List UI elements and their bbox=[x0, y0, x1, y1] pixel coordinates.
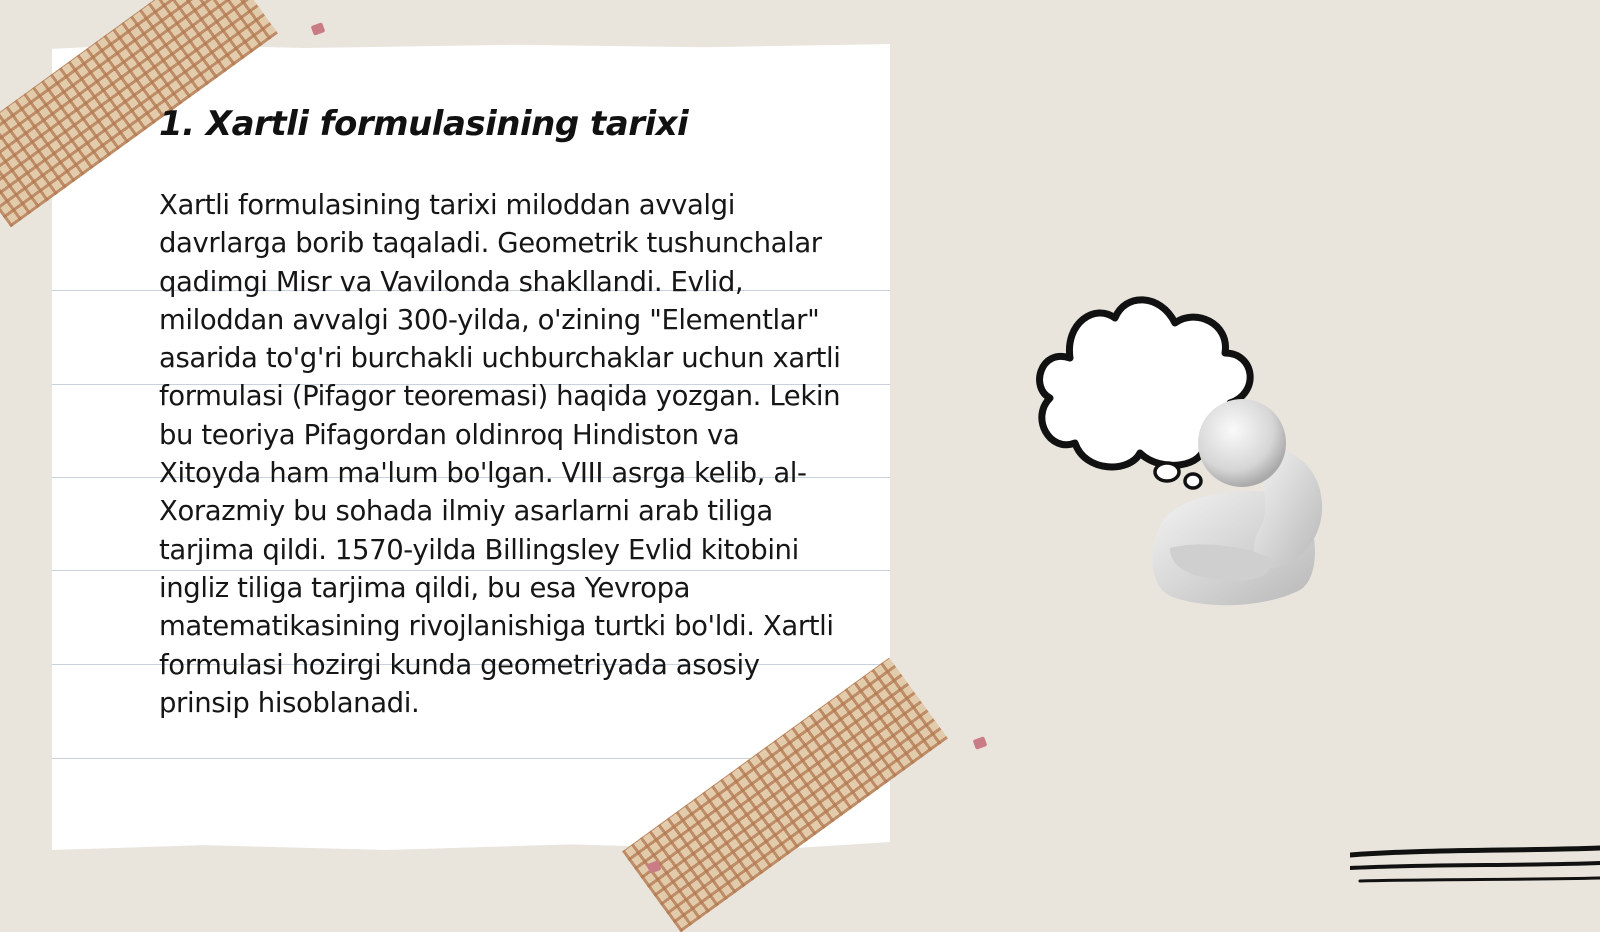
tape-tab bbox=[311, 22, 326, 36]
decorative-stripes-icon bbox=[1350, 845, 1600, 895]
slide-paragraph: Xartli formulasining tarixi miloddan avvalgi davrlarga borib taqaladi. Geometrik tushunchalar qadimgi Misr va Vavilonda shakllandi. Evlid, miloddan avvalgi 300-yilda, o'zining "Elementlar" asarida to'g'ri burchakli uchburchaklar uchun xartli formulasi (Pifagor teoremasi) haqida yozgan. Lekin bu teoriya Pifagordan oldinroq Hindiston va Xitoyda ham ma'lum bo'lgan. VIII asrga kelib, al-Xorazmiy bu sohada ilmiy asarlarni arab tiliga tarjima qildi. 1570-yilda Billingsley Evlid kitobini ingliz tiliga tarjima qildi, bu esa Yevropa matematikasining rivojlanishiga turtki bo'ldi. Xartli formulasi hozirgi kunda geometriyada asosiy prinsip hisoblanadi. bbox=[159, 189, 841, 719]
thinking-person-with-thought-bubble-icon bbox=[1030, 278, 1350, 618]
slide-heading: 1. Xartli formulasining tarixi bbox=[159, 104, 689, 144]
tape-tab bbox=[973, 736, 988, 750]
